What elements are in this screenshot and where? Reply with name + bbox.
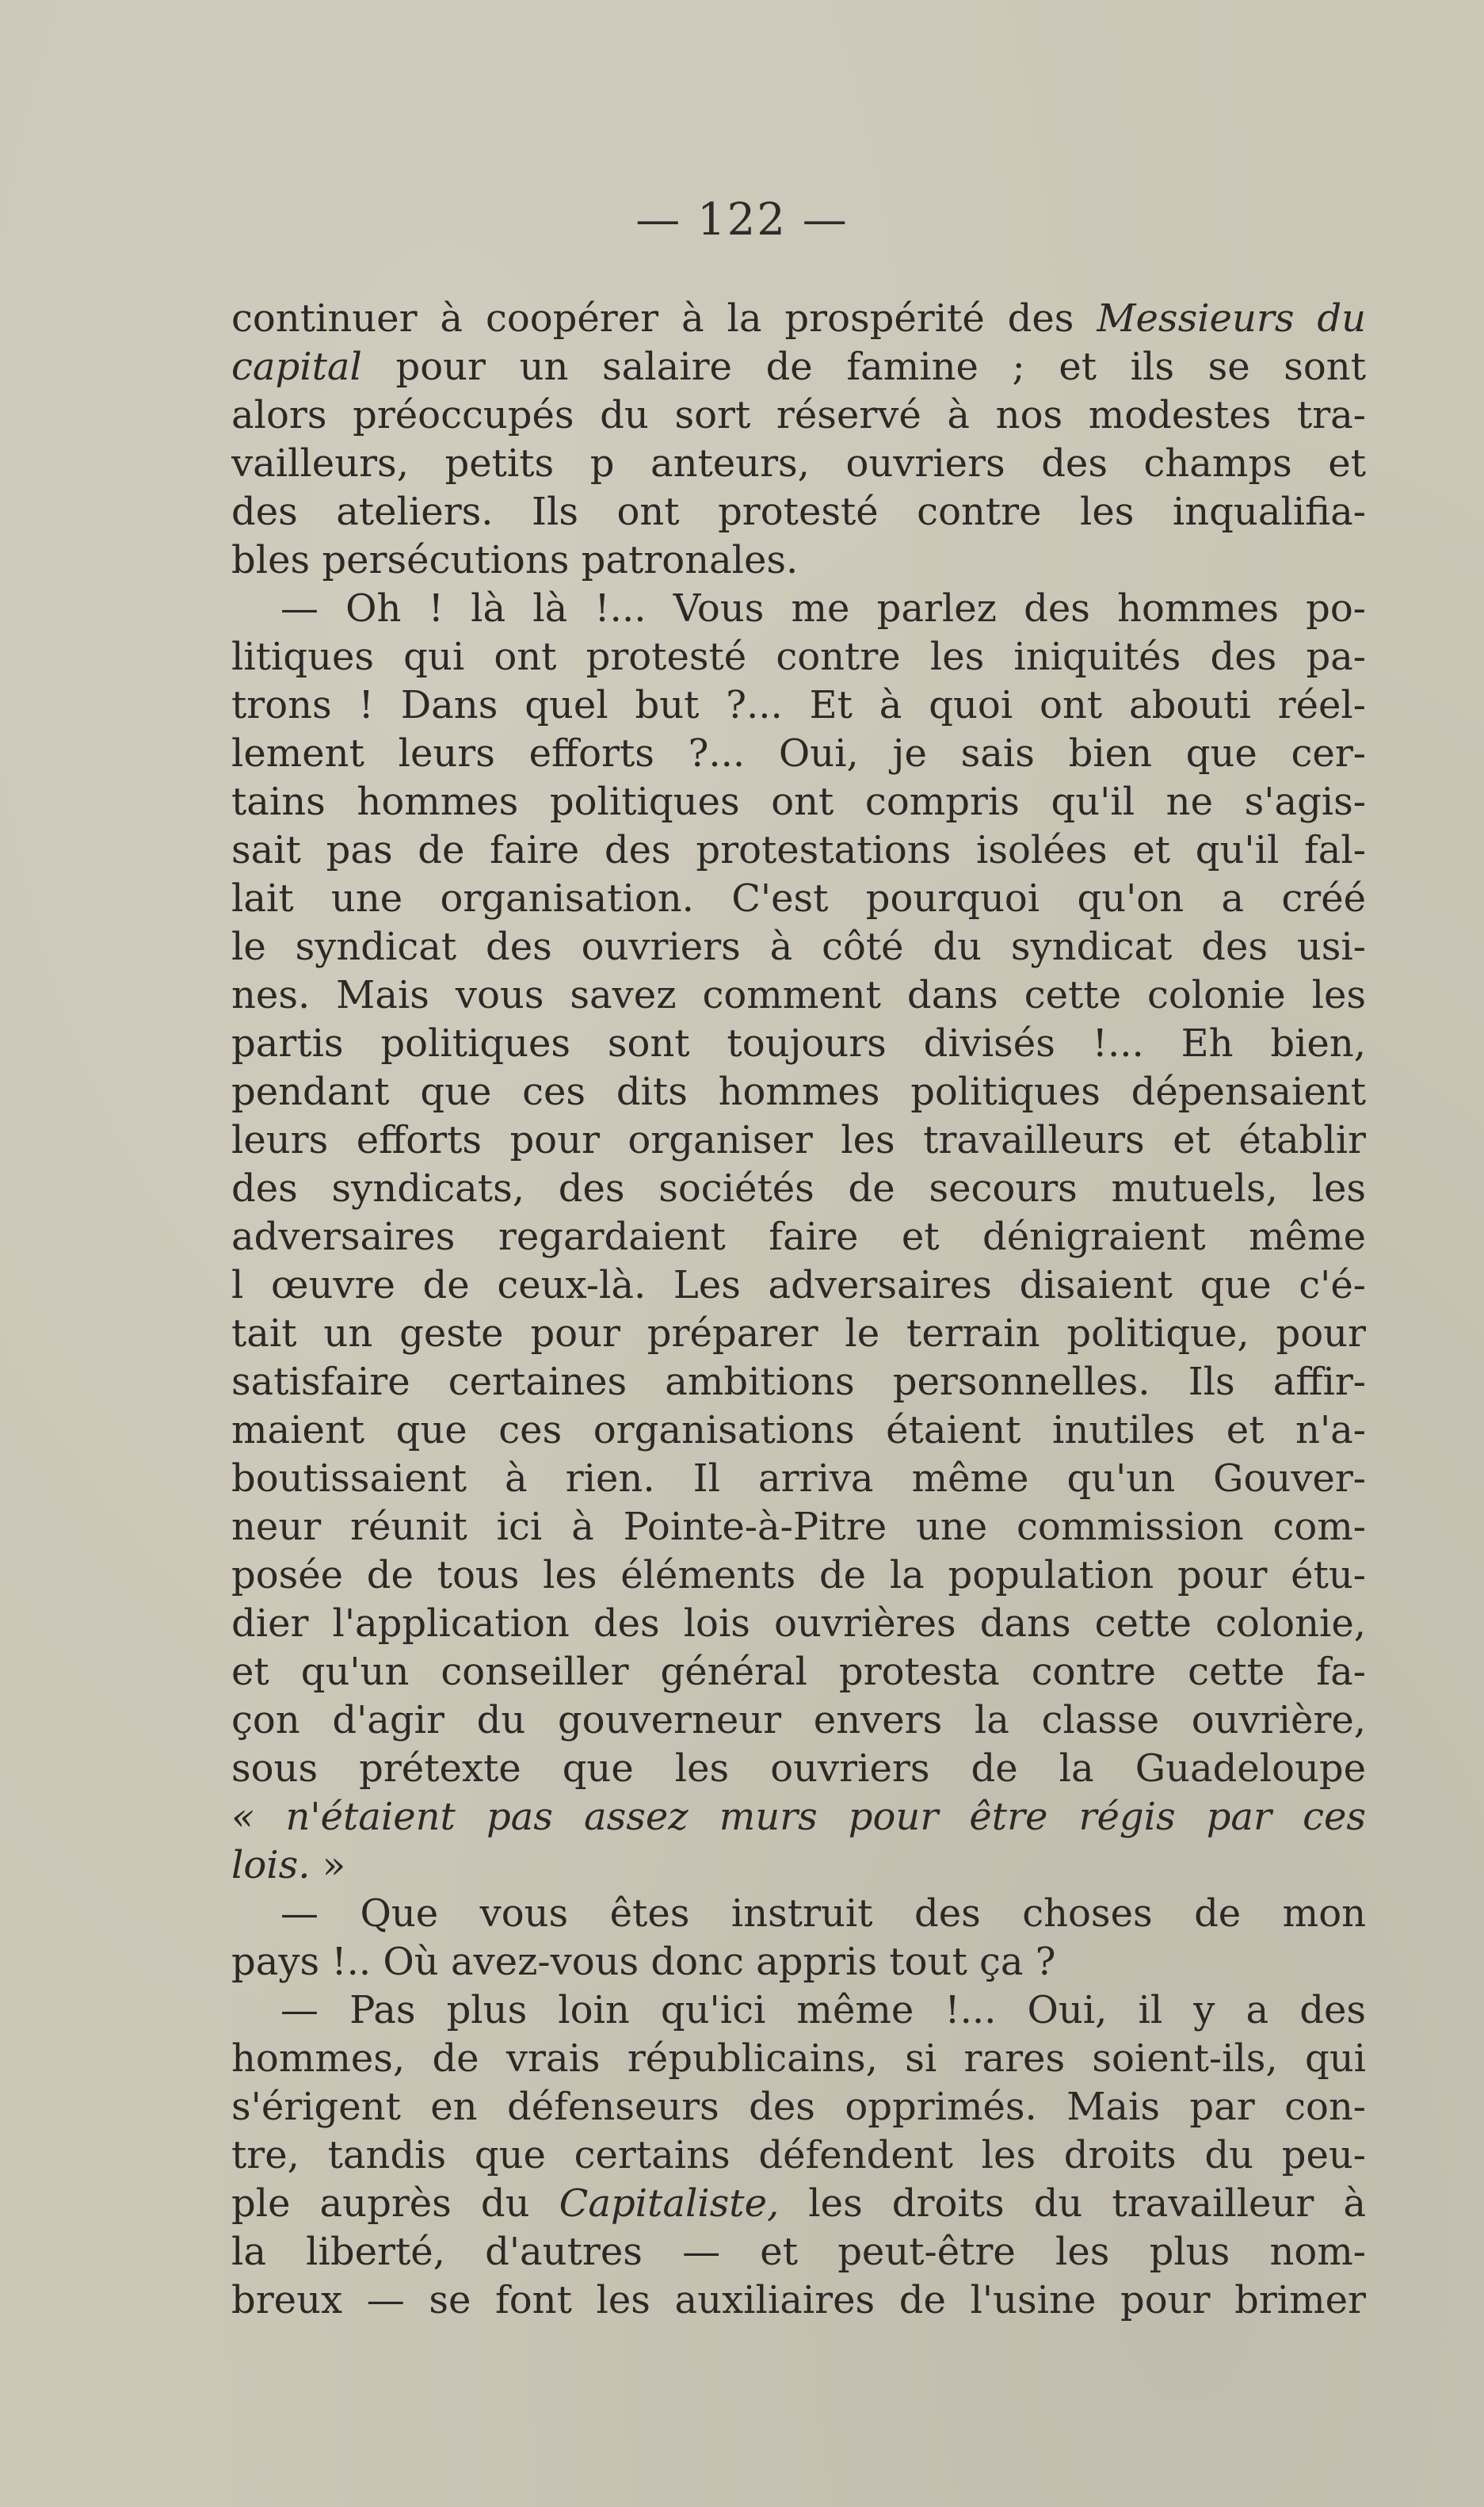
page-number: — 122 — <box>635 194 849 246</box>
line-text: continuer à coopérer à la prospérité des <box>231 296 1097 341</box>
text-line: çon d'agir du gouverneur envers la classe ouvrière, <box>231 1698 1366 1742</box>
text-line: leurs efforts pour organiser les travailleurs et établir <box>231 1118 1366 1162</box>
text-line: — Que vous êtes instruit des choses de mon <box>280 1891 1366 1936</box>
text-line: des syndicats, des sociétés de secours mutuels, les <box>231 1166 1366 1211</box>
text-line: dier l'application des lois ouvrières dans cette colonie, <box>231 1601 1366 1646</box>
text-line: boutissaient à rien. Il arriva même qu'un Gouver- <box>231 1456 1366 1501</box>
text-line: pays !.. Où avez-vous donc appris tout ça ? <box>231 1940 1056 1984</box>
line-text: ple auprès du <box>231 2181 559 2226</box>
text-line <box>231 295 1366 343</box>
text-line: neur réunit ici à Pointe-à-Pitre une commission com- <box>231 1505 1366 1549</box>
text-line: adversaires regardaient faire et dénigraient même <box>231 1215 1366 1259</box>
text-line: lement leurs efforts ?... Oui, je sais bien que cer- <box>231 731 1366 776</box>
line-italic-text: capital <box>231 345 362 389</box>
text-line: nes. Mais vous savez comment dans cette colonie les <box>231 973 1366 1017</box>
body-text <box>231 295 1366 2325</box>
text-line: et qu'un conseiller général protesta contre cette fa- <box>231 1650 1366 1694</box>
text-line: lait une organisation. C'est pourquoi qu'on a créé <box>231 876 1366 921</box>
text-line: s'érigent en défenseurs des opprimés. Mais par con- <box>231 2085 1366 2129</box>
line-italic-text: Capitaliste, <box>559 2181 780 2226</box>
text-line: trons ! Dans quel but ?... Et à quoi ont abouti réel- <box>231 683 1366 727</box>
line-text: » <box>310 1843 346 1887</box>
text-line: le syndicat des ouvriers à côté du syndicat des usi- <box>231 925 1366 969</box>
text-line <box>231 2180 1366 2228</box>
line-italic-text: lois. <box>231 1843 311 1887</box>
text-line: maient que ces organisations étaient inutiles et n'a- <box>231 1408 1366 1452</box>
text-line: tre, tandis que certains défendent les droits du peu- <box>231 2133 1366 2177</box>
text-line: hommes, de vrais républicains, si rares soient-ils, qui <box>231 2036 1366 2081</box>
text-line: — Pas plus loin qu'ici même !... Oui, il y a des <box>280 1988 1366 2032</box>
text-line: des ateliers. Ils ont protesté contre les inqualifia- <box>231 490 1366 534</box>
line-text: pour un salaire de famine ; et ils se sont <box>361 345 1366 389</box>
text-line: posée de tous les éléments de la population pour étu- <box>231 1553 1366 1597</box>
line-text: les droits du travailleur à <box>779 2181 1366 2226</box>
text-line: — Oh ! là là !... Vous me parlez des hommes po- <box>280 586 1366 631</box>
text-line <box>231 1841 1366 1890</box>
text-line <box>231 343 1366 391</box>
text-line: pendant que ces dits hommes politiques dépensaient <box>231 1070 1366 1114</box>
text-line: sait pas de faire des protestations isolées et qu'il fal- <box>231 828 1366 872</box>
text-line: tains hommes politiques ont compris qu'il ne s'agis- <box>231 780 1366 824</box>
text-line: tait un geste pour préparer le terrain politique, pour <box>231 1311 1366 1356</box>
line-italic-text: Messieurs du <box>1097 296 1366 341</box>
text-line: satisfaire certaines ambitions personnelles. Ils affir- <box>231 1360 1366 1404</box>
text-line: bles persécutions patronales. <box>231 538 799 582</box>
text-line: breux — se font les auxiliaires de l'usine pour brimer <box>231 2278 1366 2322</box>
text-line: partis politiques sont toujours divisés !... Eh bien, <box>231 1021 1366 1066</box>
text-line: sous prétexte que les ouvriers de la Guadeloupe <box>231 1746 1366 1791</box>
text-line: litiques qui ont protesté contre les iniquités des pa- <box>231 635 1366 679</box>
text-line: la liberté, d'autres — et peut-être les plus nom- <box>231 2230 1366 2274</box>
text-line: alors préoccupés du sort réservé à nos modestes tra- <box>231 393 1366 437</box>
text-line: l œuvre de ceux-là. Les adversaires disaient que c'é- <box>231 1263 1366 1307</box>
text-line: « n'étaient pas assez murs pour être régis par ces <box>231 1795 1366 1839</box>
text-line: vailleurs, petits p anteurs, ouvriers des champs et <box>231 441 1366 486</box>
